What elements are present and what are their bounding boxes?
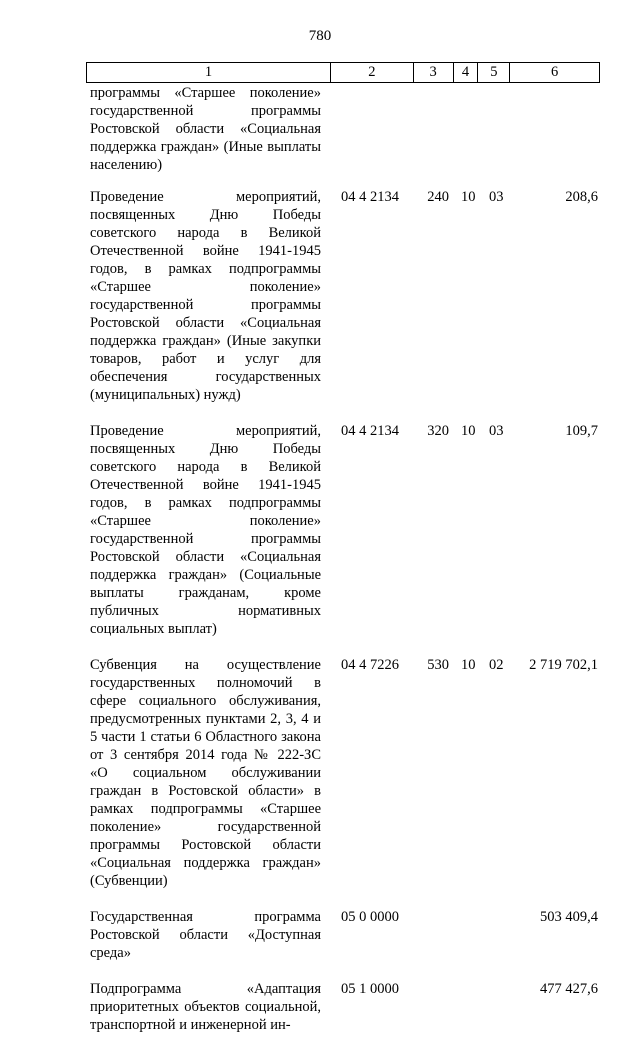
row-subsection: 02 [489, 657, 504, 673]
row-expense-type: 530 [427, 657, 449, 673]
header-col-4: 4 [454, 63, 479, 82]
table-row [90, 422, 600, 638]
row-amount: 477 427,6 [540, 981, 598, 997]
table-header [86, 62, 600, 83]
header-col-1: 1 [87, 63, 331, 82]
row-amount: 109,7 [565, 423, 598, 439]
row-expense-type: 240 [427, 189, 449, 205]
table-row [90, 980, 600, 1034]
row-target-code: 05 0 0000 [341, 909, 399, 925]
row-target-code: 04 4 2134 [341, 189, 399, 205]
table-row [90, 188, 600, 404]
header-col-5: 5 [478, 63, 510, 82]
page-number: 780 [308, 28, 332, 44]
row-subsection: 03 [489, 189, 504, 205]
row-section: 10 [461, 189, 476, 205]
table-body [90, 84, 600, 1052]
row-description: Проведение мероприятий, посвященных Дню Победы советского народа в Великой Отечественной войне 1941-1945 годов, в рамках подпрограммы «Старшее поколение» государственной программы Ростовской области «Социальная поддержка граждан» (Иные закупки товаров, работ и услуг для обеспечения государственных (муниципальных) нужд) [90, 189, 321, 403]
row-expense-type: 320 [427, 423, 449, 439]
row-section: 10 [461, 657, 476, 673]
row-subsection: 03 [489, 423, 504, 439]
header-col-3: 3 [414, 63, 454, 82]
row-description: Проведение мероприятий, посвященных Дню Победы советского народа в Великой Отечественной войне 1941-1945 годов, в рамках подпрограммы «Старшее поколение» государственной программы Ростовской области «Социальная поддержка граждан» (Социальные выплаты гражданам, кроме публичных нормативных социальных выплат) [90, 423, 321, 637]
row-description: Государственная программа Ростовской области «Доступная среда» [90, 909, 321, 961]
row-description: Подпрограмма «Адаптация приоритетных объектов социальной, транспортной и инженерной ин- [90, 981, 321, 1033]
row-target-code: 04 4 2134 [341, 423, 399, 439]
row-description: Субвенция на осуществление государственных полномочий в сфере социального обслуживания, предусмотренных пунктами 2, 3, 4 и 5 части 1 статьи 6 Областного закона от 3 сентября 2014 года № 222-ЗС «О социальном обслуживании граждан в Ростовской области» в рамках подпрограммы «Старшее поколение» государственной программы Ростовской области «Социальная поддержка граждан» (Субвенции) [90, 657, 321, 889]
table-row [90, 908, 600, 962]
row-section: 10 [461, 423, 476, 439]
row-amount: 2 719 702,1 [529, 657, 598, 673]
row-amount: 208,6 [565, 189, 598, 205]
table-row [90, 656, 600, 890]
row-target-code: 05 1 0000 [341, 981, 399, 997]
table-row [90, 84, 600, 174]
row-description: программы «Старшее поколение» государственной программы Ростовской области «Социальная поддержка граждан» (Иные выплаты населению) [90, 85, 321, 173]
row-amount: 503 409,4 [540, 909, 598, 925]
row-target-code: 04 4 7226 [341, 657, 399, 673]
header-col-6: 6 [551, 64, 559, 80]
header-col-2: 2 [331, 63, 414, 82]
